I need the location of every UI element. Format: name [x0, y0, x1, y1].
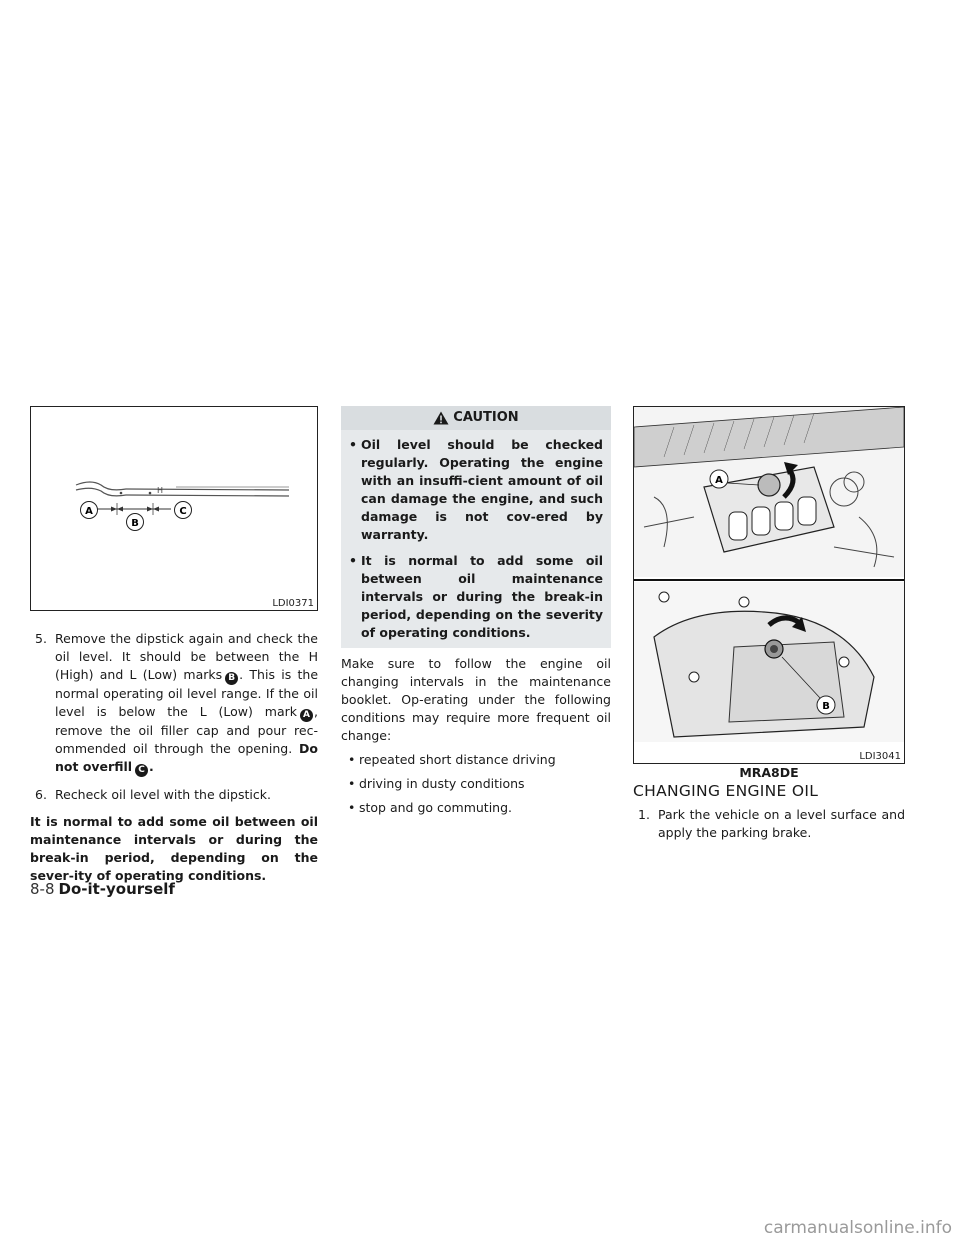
- paragraph: Make sure to follow the engine oil changing intervals in the maintenance booklet. Op-erating under the following conditions may require more frequent oil change:: [341, 656, 611, 743]
- page-footer: [30, 880, 175, 898]
- figure-code: LDI0371: [272, 598, 314, 609]
- step-6: 6. Recheck oil level with the dipstick.: [35, 787, 271, 802]
- label-c: C: [179, 506, 187, 517]
- left-column: [30, 630, 318, 885]
- label-a: A: [715, 475, 723, 486]
- list-item: • stop and go commuting.: [348, 800, 513, 815]
- oil-note: It is normal to add some oil between oil maintenance intervals or during the break-in period, depending on the sever-ity of operating conditions.: [30, 814, 318, 883]
- page-number: 8-8: [30, 880, 55, 898]
- step-number: 5.: [35, 631, 47, 646]
- caution-box: [341, 406, 611, 648]
- mark-c: C: [135, 764, 148, 777]
- mark-b: B: [225, 672, 238, 685]
- warning-icon: [433, 411, 449, 425]
- engine-diagram: [634, 407, 904, 763]
- step-5: 5. Remove the dipstick again and check the oil level. It should be between the H (High) and L (Low) marks B . This is the normal operating oil level range. If the oil level is below the L (Low) mark A , remove the oil filler cap and pour rec-ommended oil through the opening. Do not overfill C .: [35, 631, 319, 775]
- caution-body: [341, 430, 611, 648]
- mark-a: A: [300, 709, 313, 722]
- engine-figure: [633, 406, 905, 764]
- dipstick-diagram: [31, 407, 317, 610]
- caution-item: • Oil level should be checked regularly. Operating the engine with an insuffi-cient amount of oil can damage the engine, and such damage is not cov-ered by warranty.: [349, 437, 603, 542]
- watermark: carmanualsonline.info: [763, 1218, 952, 1238]
- figure-code: LDI3041: [859, 751, 901, 762]
- middle-column: [341, 406, 611, 817]
- label-b: B: [822, 701, 830, 712]
- right-column: [633, 782, 905, 851]
- list-item: • driving in dusty conditions: [348, 776, 525, 791]
- step-1: 1. Park the vehicle on a level surface and apply the parking brake.: [638, 807, 905, 840]
- list-item: • repeated short distance driving: [348, 752, 556, 767]
- overfill-warning: Do not overfill: [55, 741, 318, 774]
- step-number: 1.: [638, 807, 650, 822]
- caution-header: [341, 406, 611, 430]
- caution-item: • It is normal to add some oil between oil maintenance intervals or during the break-in period, depending on the severity of operating conditions.: [349, 553, 603, 640]
- label-b: B: [131, 518, 139, 529]
- label-a: A: [85, 506, 93, 517]
- dipstick-figure: [30, 406, 318, 611]
- svg-text:H: H: [157, 486, 164, 495]
- figure-caption: MRA8DE: [739, 765, 799, 780]
- caution-title: CAUTION: [453, 410, 519, 425]
- section-title: CHANGING ENGINE OIL: [633, 782, 819, 800]
- section-name: Do-it-yourself: [58, 880, 175, 898]
- step-number: 6.: [35, 787, 47, 802]
